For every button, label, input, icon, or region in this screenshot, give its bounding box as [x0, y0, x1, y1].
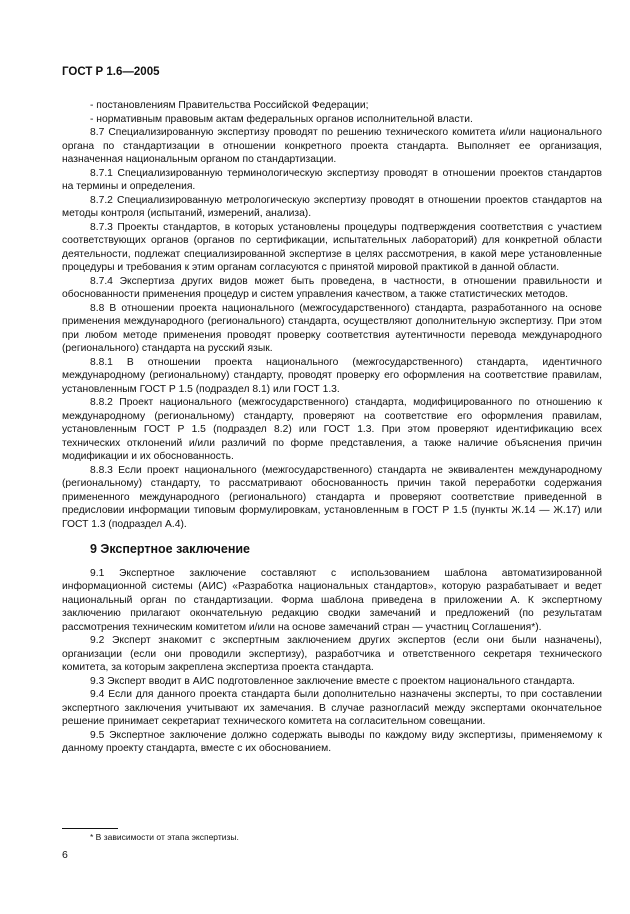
footnote: * В зависимости от этапа экспертизы.: [90, 832, 239, 842]
paragraph: 8.8 В отношении проекта национального (межгосударственного) стандарта, разработанного на основе применения международного (регионального) стандарта, осуществляют дополнительную экспертизу. При этом при любом методе применения проводят проверку соответствия аутентичности перевода международного (регионального) стандарта на русский язык.: [62, 302, 602, 354]
paragraph: - постановлениям Правительства Российской Федерации;: [90, 100, 369, 111]
paragraph: 9.5 Экспертное заключение должно содержать выводы по каждому виду экспертизы, применяемому к данному проекту стандарта, вместе с их обоснованием.: [62, 729, 602, 754]
document-body: [62, 99, 602, 756]
paragraph: 8.7.4 Экспертиза других видов может быть проведена, в частности, в отношении правильности и обоснованности применения процедур и систем управления качеством, а также статистических методов.: [62, 275, 602, 300]
page-number: 6: [62, 849, 68, 861]
paragraph: 9.4 Если для данного проекта стандарта были дополнительно назначены эксперты, то при составлении экспертного заключения учитывают их замечания. В случае разногласий между экспертами окончательное решение принимает секретариат технического комитета на согласительном совещании.: [62, 689, 602, 727]
paragraph: 9.1 Экспертное заключение составляют с использованием шаблона автоматизированной информационной системы (АИС) «Разработка национальных стандартов», которую разрабатывает и ведет национальный орган по стандартизации. Форма шаблона приведена в приложении А. К экспертному заключению прилагают окончательную редакцию сводки замечаний и предложений (по результатам рассмотрения техническим комитетом и/или на основе замечаний стран — участниц Соглашения*).: [62, 567, 602, 633]
paragraph: 9.3 Эксперт вводит в АИС подготовленное заключение вместе с проектом национального стандарта.: [90, 675, 575, 687]
paragraph: - нормативным правовым актам федеральных органов исполнительной власти.: [90, 113, 473, 125]
paragraph: 9.2 Эксперт знакомит с экспертным заключением других экспертов (если они были назначены), организации (если они проводили экспертизу), разработчика и ответственного секретаря технического комитета, за которым закреплена экспертиза проекта стандарта.: [62, 635, 602, 673]
paragraph: 8.7.2 Специализированную метрологическую экспертизу проводят в отношении проектов стандартов на методы контроля (испытаний, измерений, анализа).: [62, 194, 602, 219]
paragraph: 8.7.3 Проекты стандартов, в которых установлены процедуры подтверждения соответствия с участием соответствующих органов (органов по сертификации, испытательных лабораторий) для конкретной области деятельности, подлежат специализированной экспертизе в целях рассмотрения, в какой мере установленные процедуры и требования к этим органам согласуются с принятой мировой практикой в данной области.: [62, 221, 602, 273]
paragraph: 8.8.3 Если проект национального (межгосударственного) стандарта не эквивалентен международному (региональному) стандарту, то рассматривают обоснованность причин такой переработки содержания примененного международного (регионального) стандарта и проверяют соответствие приведенной в предисловии информации типовым формулировкам, установленным в ГОСТ Р 1.5 (пункты Ж.14 — Ж.17) или ГОСТ 1.3 (подраздел А.4).: [62, 464, 602, 530]
paragraph: 8.8.1 В отношении проекта национального (межгосударственного) стандарта, идентичного международному (региональному) стандарту, проводят проверку его оформления на соответствие правилам, установленным ГОСТ Р 1.5 (подраздел 8.1) или ГОСТ 1.3.: [62, 356, 602, 395]
footnote-divider: [62, 828, 118, 829]
paragraph: 8.7.1 Специализированную терминологическую экспертизу проводят в отношении проектов стандартов на термины и определения.: [62, 167, 602, 192]
document-header: ГОСТ Р 1.6—2005: [62, 66, 160, 78]
paragraph: 8.7 Специализированную экспертизу проводят по решению технического комитета и/или национального органа по стандартизации в отношении конкретного проекта стандарта. Выполняет ее организация, назначенная национальным органом по стандартизации.: [62, 127, 602, 165]
section-heading: 9 Экспертное заключение: [90, 542, 251, 556]
paragraph: 8.8.2 Проект национального (межгосударственного) стандарта, модифицированного по отношению к международному (региональному) стандарту, проверяют на соответствие его оформления правилам, установленным ГОСТ Р 1.5 (подраздел 8.2) или ГОСТ 1.3. При этом проверяют идентификацию всех технических отклонений и/или различий по форме представления, а также наличие объяснения причин модификации и их обоснованность.: [62, 397, 602, 462]
